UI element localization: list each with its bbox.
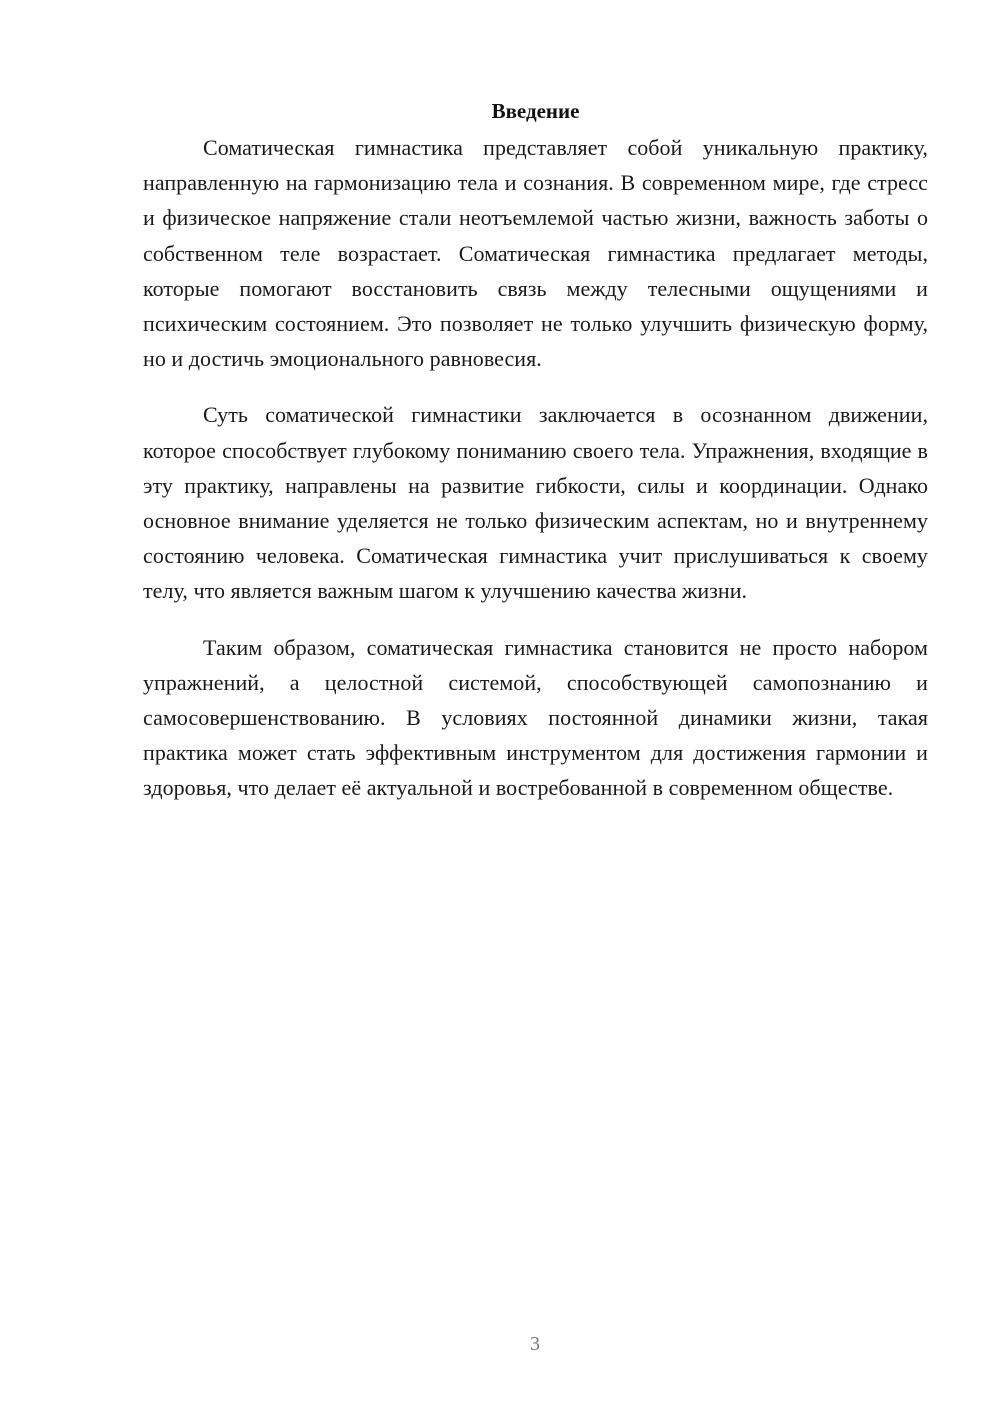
paragraph-2: Суть соматической гимнастики заключается в осознанном движении, которое способствует глубокому пониманию своего тела. Упражнения, входящие в эту практику, направлены на развитие гибкости, силы и координации. Однако основное внимание уделяется не только физическим аспектам, но и внутреннему состоянию человека. Соматическая гимнастика учит прислушиваться к своему телу, что является важным шагом к улучшению качества жизни. — [143, 402, 928, 604]
section-heading: Введение — [491, 99, 580, 123]
paragraph-1: Соматическая гимнастика представляет собой уникальную практику, направленную на гармонизацию тела и сознания. В современном мире, где стресс и физическое напряжение стали неотъемлемой частью жизни, важность заботы о собственном теле возрастает. Соматическая гимнастика предлагает методы, которые помогают восстановить связь между телесными ощущениями и психическим состоянием. Это позволяет не только улучшить физическую форму, но и достичь эмоционального равновесия. — [143, 135, 928, 372]
page-number: 3 — [530, 1333, 540, 1355]
paragraph-3: Таким образом, соматическая гимнастика становится не просто набором упражнений, а целостной системой, способствующей самопознанию и самосовершенствованию. В условиях постоянной динамики жизни, такая практика может стать эффективным инструментом для достижения гармонии и здоровья, что делает её актуальной и востребованной в современном обществе. — [143, 634, 928, 801]
document-page — [143, 96, 928, 827]
